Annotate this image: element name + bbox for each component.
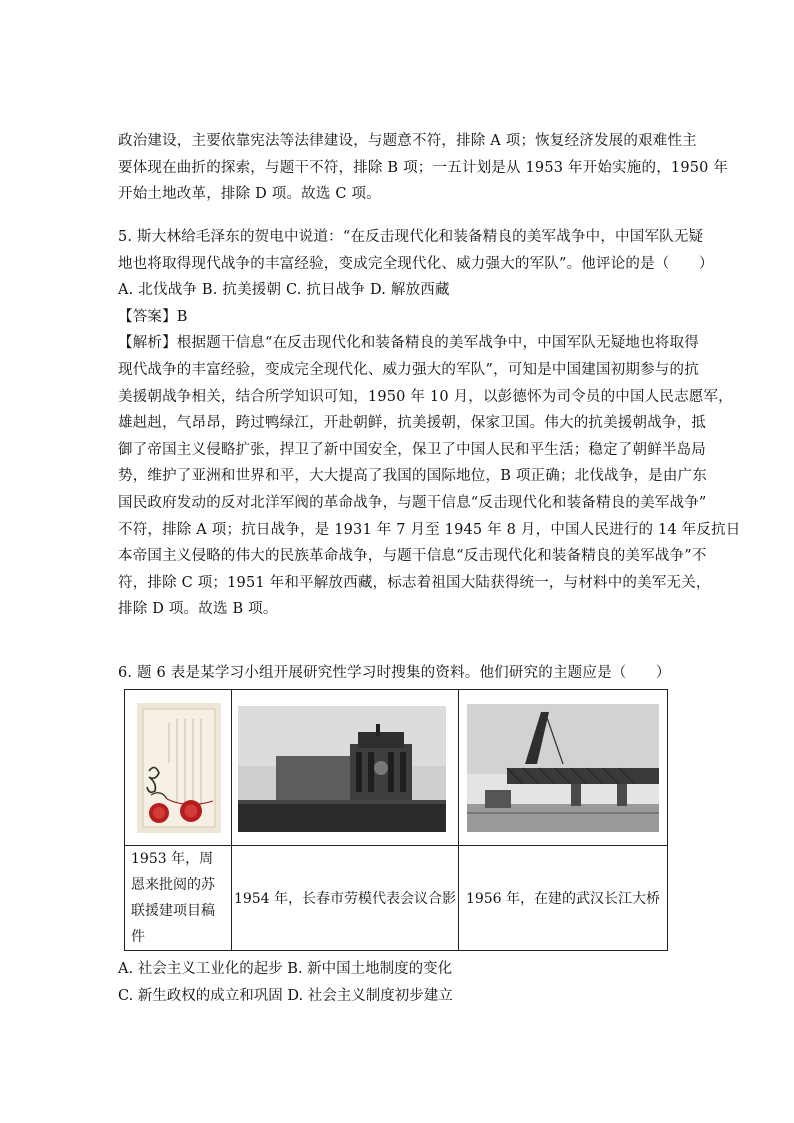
table-cell-image [459,690,668,846]
text-line: 政治建设，主要依靠宪法等法律建设，与题意不符，排除 A 项；恢复经济发展的艰难性主 [118,133,697,149]
analysis-line: 排除 D 项。故选 B 项。 [118,601,278,618]
material-table [124,689,668,951]
analysis-line: 御了帝国主义侵略扩张，捍卫了新中国安全，保卫了中国人民和平生活；稳定了朝鲜半岛局 [118,441,706,458]
text-line: 开始土地改革，排除 D 项。故选 C 项。 [118,186,381,203]
analysis-line: 国民政府发动的反对北洋军阀的革命战争，与题干信息“反击现代化和装备精良的美军战争” [118,494,707,511]
analysis-line: 【解析】根据题干信息“在反击现代化和装备精良的美军战争中，中国军队无疑地也将取得 [118,335,699,352]
analysis-line: 不符，排除 A 项；抗日战争，是 1931 年 7 月至 1945 年 8 月，中国人民进行的 14 年反抗日 [118,521,741,538]
question-5-options: A. 北伐战争 B. 抗美援朝 C. 抗日战争 D. 解放西藏 [118,282,450,299]
analysis-line: 美援朝战争相关，结合所学知识可知，1950 年 10 月，以彭德怀为司令员的中国人民志愿军， [118,388,733,405]
caption-cell: 1953 年，周恩来批阅的苏联援建项目稿件 [125,846,232,951]
table-cell-image [232,690,459,846]
table-cell-image [125,690,232,846]
caption-cell: 1956 年，在建的武汉长江大桥 [459,846,668,951]
analysis-line: 本帝国主义侵略的伟大的民族革命战争，与题干信息“反击现代化和装备精良的美军战争”不 [118,548,707,565]
question-5-stem-line: 5. 斯大林给毛泽东的贺电中说道：“在反击现代化和装备精良的美军战争中，中国军队无疑 [118,229,704,245]
question-5 [118,224,741,623]
options-line: A. 社会主义工业化的起步 B. 新中国土地制度的变化 [118,961,453,977]
caption-cell: 1954 年，长春市劳模代表会议合影 [232,846,459,951]
analysis-line: 符，排除 C 项；1951 年和平解放西藏，标志着祖国大陆获得统一，与材料中的美军无关， [118,574,711,591]
question-5-answer: 【答案】B [118,308,188,325]
meeting-hall-photo [238,706,446,832]
previous-analysis-paragraph [118,128,729,208]
analysis-line: 现代战争的丰富经验，变成完全现代化、威力强大的军队”，可知是中国建国初期参与的抗 [118,361,699,378]
question-6-stem-line: 6. 题 6 表是某学习小组开展研究性学习时搜集的资料。他们研究的主题应是（ ） [118,665,671,681]
bridge-construction-photo [467,704,659,832]
document-manuscript-image [137,703,221,833]
analysis-line: 雄赳赳，气昂昂，跨过鸭绿江，开赴朝鲜，抗美援朝，保家卫国。伟大的抗美援朝战争，抵 [118,415,706,432]
options-line: C. 新生政权的成立和巩固 D. 社会主义制度初步建立 [118,988,453,1004]
question-6-stem [118,660,678,687]
question-5-stem-line: 地也将取得现代战争的丰富经验，变成完全现代化、威力强大的军队”。他评论的是（ ） [118,255,714,272]
analysis-line: 势，维护了亚洲和世界和平，大大提高了我国的国际地位，B 项正确；北伐战争，是由广东 [118,468,707,485]
question-6-options [118,956,453,1010]
text-line: 要体现在曲折的探索，与题干不符，排除 B 项；一五计划是从 1953 年开始实施的，1950 年 [118,159,729,176]
